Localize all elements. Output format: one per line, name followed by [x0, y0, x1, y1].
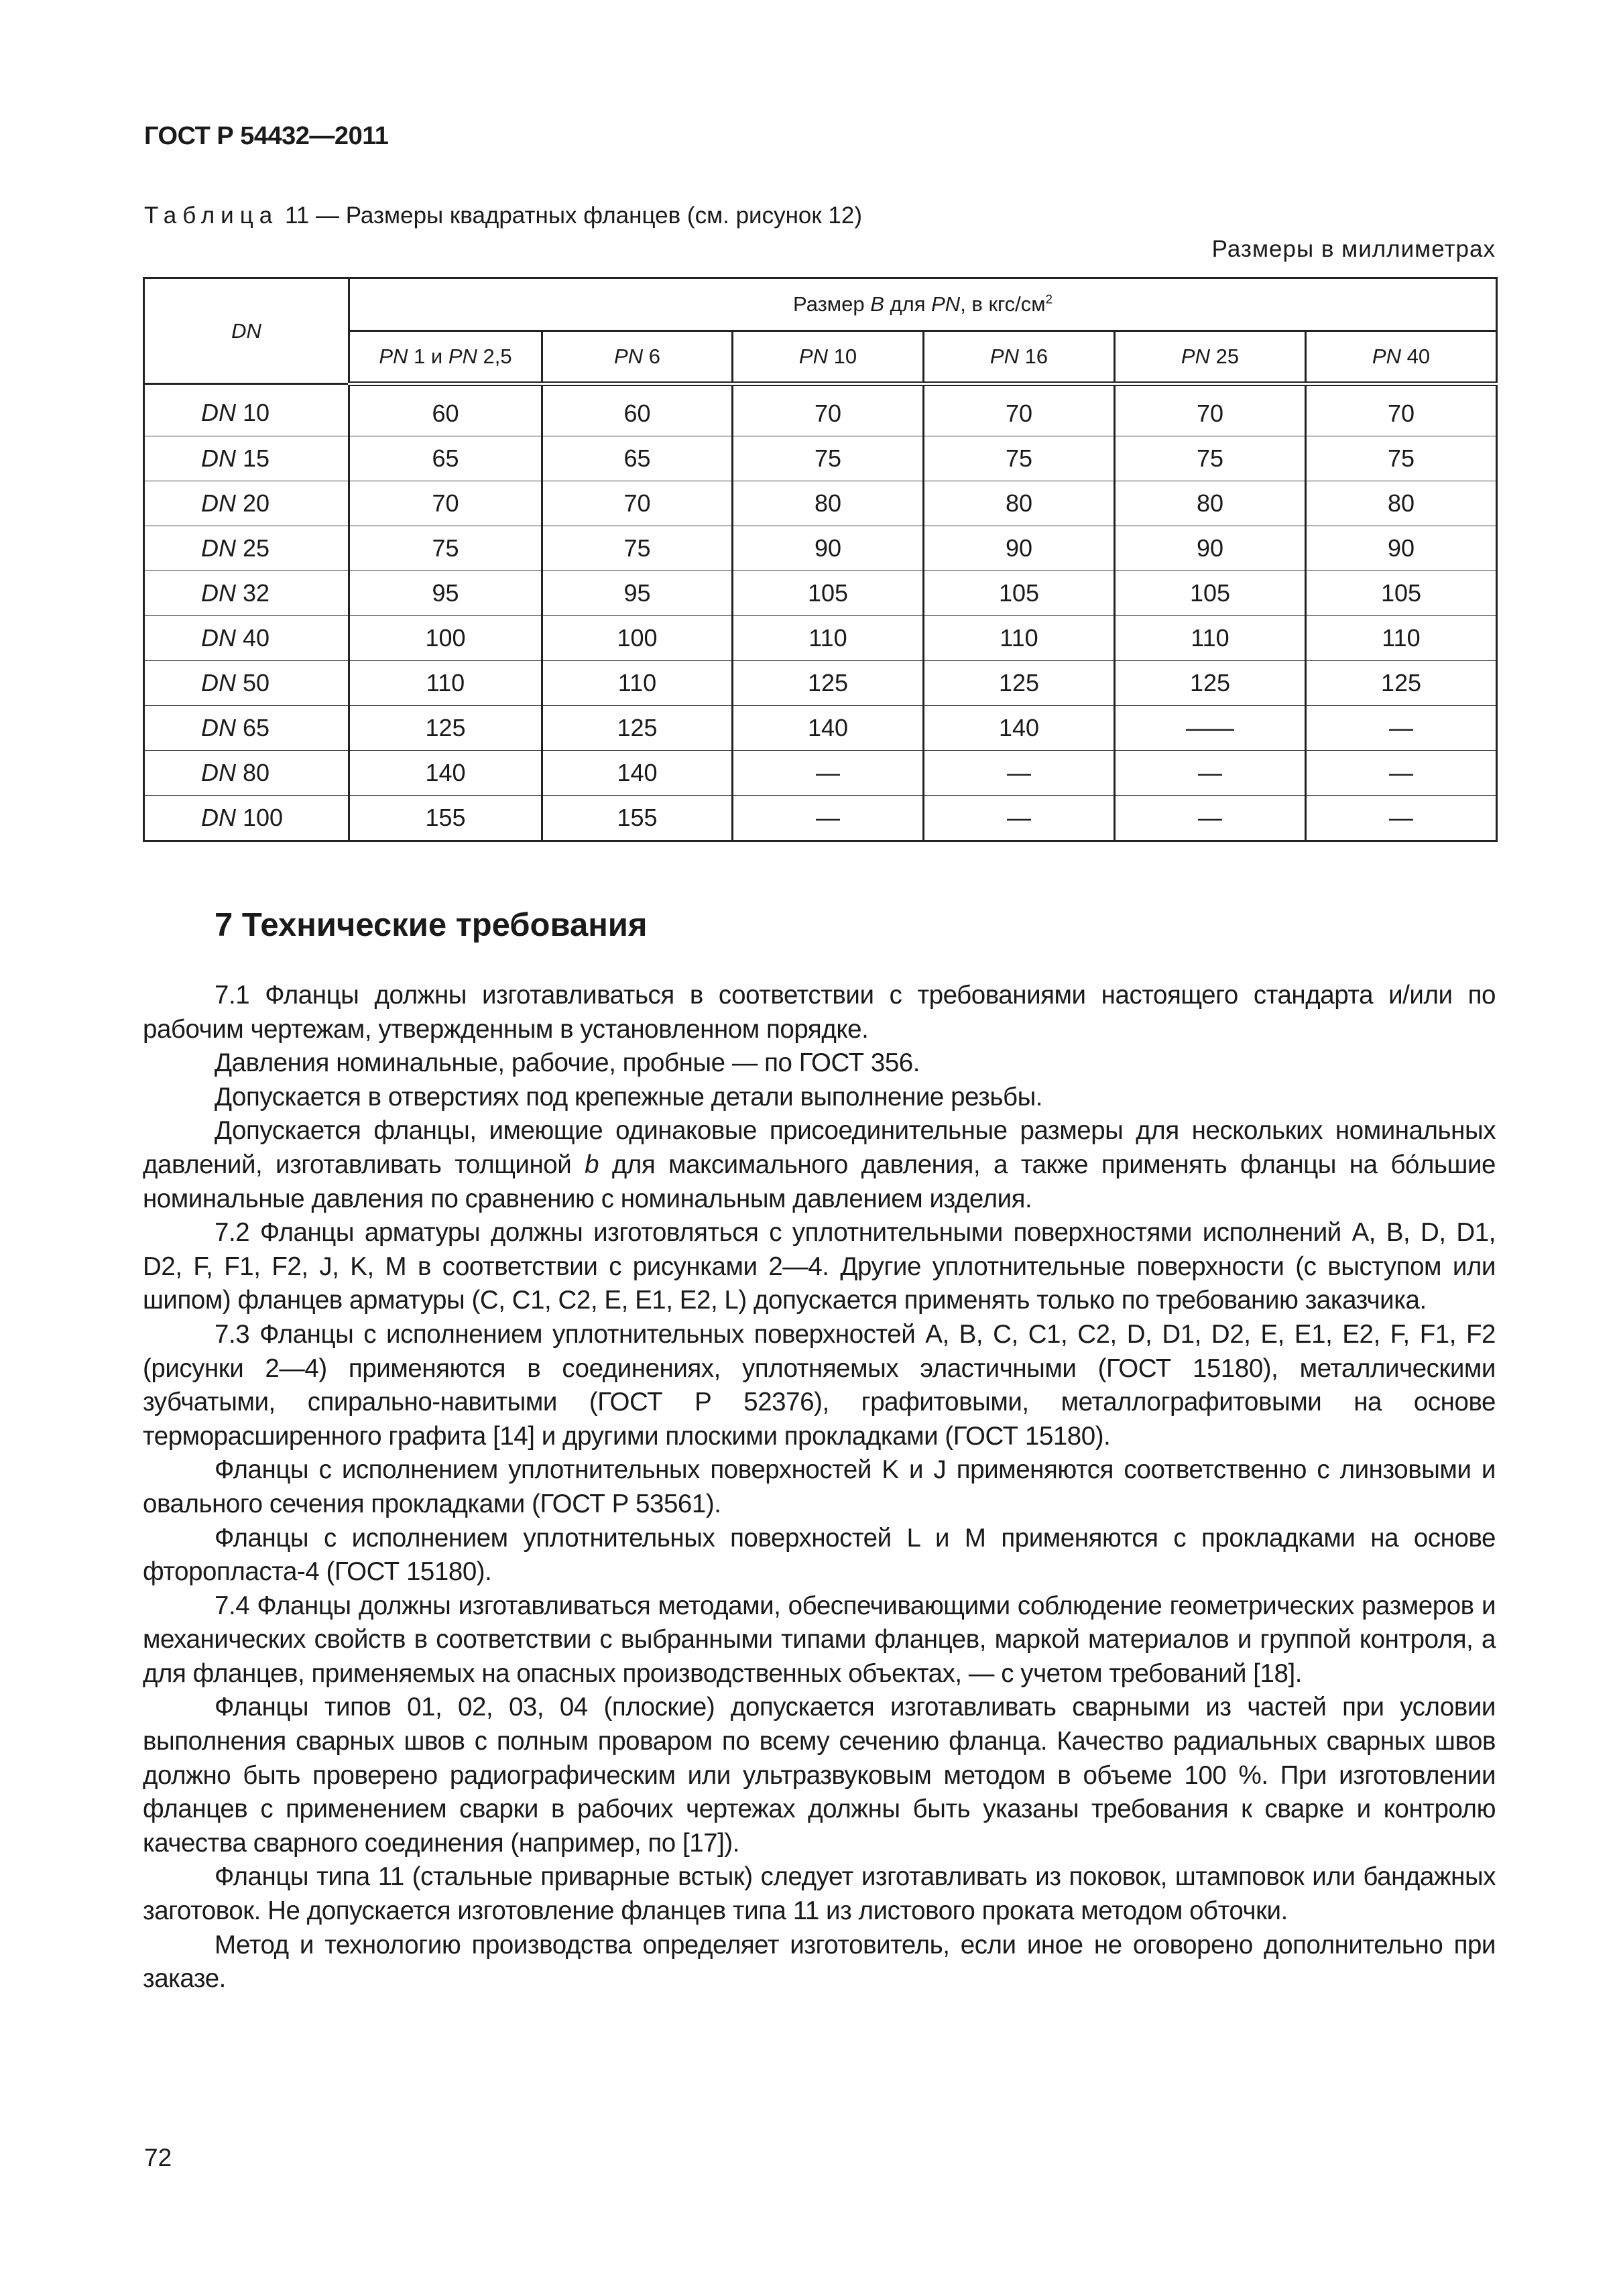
- paragraph: Фланцы с исполнением уплотнительных поверхностей K и J применяются соответственно с линзовыми и овального сечения прокладками (ГОСТ Р 53561).: [143, 1455, 1496, 1518]
- column-header-pn-16: PN 16: [924, 331, 1115, 384]
- table-cell: 105: [733, 571, 924, 616]
- paragraph: Фланцы с исполнением уплотнительных поверхностей L и M применяются с прокладками на основе фторопласта-4 (ГОСТ 15180).: [143, 1523, 1496, 1587]
- paragraph: Допускается в отверстиях под крепежные детали выполнение резьбы.: [215, 1082, 1043, 1111]
- table-row: [144, 571, 1497, 616]
- table-row: [144, 436, 1497, 481]
- column-group-header: Размер B для PN, в кгс/$см^2$: [349, 278, 1497, 331]
- table-cell: 70: [542, 481, 733, 526]
- paragraph: Допускается фланцы, имеющие одинаковые присоединительные размеры для нескольких номинальных давлений, изготавливать толщиной b для максимального давления, а также применять фланцы на бо́льшие номинальные давления по сравнению с номинальным давлением изделия.: [143, 1116, 1496, 1213]
- table-row: [144, 706, 1497, 751]
- table-row: [144, 526, 1497, 571]
- table-cell: 75: [924, 436, 1115, 481]
- column-header-pn-40: PN 40: [1306, 331, 1497, 384]
- table-cell: 110: [733, 616, 924, 661]
- table-cell: 70: [349, 481, 542, 526]
- table-cell: 125: [733, 661, 924, 706]
- row-label-dn: DN 32: [144, 571, 349, 616]
- table-cell: 80: [1115, 481, 1306, 526]
- table-cell: —: [1115, 751, 1306, 796]
- table-cell: 105: [924, 571, 1115, 616]
- paragraph: Фланцы типа 11 (стальные приварные встык) следует изготавливать из поковок, штамповок или бандажных заготовок. Не допускается изготовление фланцев типа 11 из листового проката методом обточки.: [143, 1862, 1496, 1926]
- table-cell: 60: [349, 384, 542, 436]
- column-header-pn-1-2-5: PN 1 и PN 2,5: [349, 331, 542, 384]
- table-cell: 110: [1306, 616, 1497, 661]
- row-label-dn: DN 10: [144, 384, 349, 436]
- table-cell: 140: [924, 706, 1115, 751]
- paragraph: Давления номинальные, рабочие, пробные — по ГОСТ 356.: [215, 1048, 920, 1078]
- table-cell: 100: [542, 616, 733, 661]
- table-cell: 105: [1306, 571, 1497, 616]
- table-cell: 65: [542, 436, 733, 481]
- table-cell: 110: [924, 616, 1115, 661]
- table-cell: 70: [1115, 384, 1306, 436]
- table-cell: 75: [1306, 436, 1497, 481]
- table-cell: 155: [542, 796, 733, 841]
- column-header-pn-25: PN 25: [1115, 331, 1306, 384]
- table-cell: ——: [1115, 706, 1306, 751]
- row-label-dn: DN 15: [144, 436, 349, 481]
- table-row: [144, 751, 1497, 796]
- table-cell: —: [1115, 796, 1306, 841]
- row-label-dn: DN 65: [144, 706, 349, 751]
- table-cell: 80: [1306, 481, 1497, 526]
- table-cell: 60: [542, 384, 733, 436]
- table-cell: —: [924, 796, 1115, 841]
- table-row: [144, 481, 1497, 526]
- table-cell: 155: [349, 796, 542, 841]
- row-label-dn: DN 50: [144, 661, 349, 706]
- table-cell: 75: [542, 526, 733, 571]
- row-label-dn: DN 20: [144, 481, 349, 526]
- table-row: [144, 796, 1497, 841]
- table-cell: 90: [924, 526, 1115, 571]
- table-cell: 95: [542, 571, 733, 616]
- paragraph: 7.4 Фланцы должны изготавливаться методами, обеспечивающими соблюдение геометрических размеров и механических свойств в соответствии с выбранными типами фланцев, маркой материалов и группой контроля, а для фланцев, применяемых на опасных производственных объектах, — с учетом требований [18].: [143, 1591, 1496, 1688]
- paragraph: 7.3 Фланцы с исполнением уплотнительных поверхностей A, B, C, C1, C2, D, D1, D2, E, E1, E2, F, F1, F2 (рисунки 2—4) применяются в соединениях, уплотняемых эластичными (ГОСТ 15180), металлическими зубчатыми, спирально-навитыми (ГОСТ Р 52376), графитовыми, металлографитовыми на основе терморасширенного графита [14] и другими плоскими прокладками (ГОСТ 15180).: [143, 1319, 1496, 1451]
- table-caption: [144, 202, 862, 229]
- table-cell: 70: [733, 384, 924, 436]
- table-cell: 90: [733, 526, 924, 571]
- page-number: 72: [144, 2144, 172, 2171]
- table-cell: 140: [542, 751, 733, 796]
- table-cell: 140: [349, 751, 542, 796]
- table-cell: 75: [1115, 436, 1306, 481]
- column-header-dn: DN: [144, 278, 349, 384]
- table-cell: —: [924, 751, 1115, 796]
- table-cell: —: [733, 751, 924, 796]
- table-row: [144, 616, 1497, 661]
- paragraph: Фланцы типов 01, 02, 03, 04 (плоские) допускается изготавливать сварными из частей при условии выполнения сварных швов с полным проваром по всему сечению фланца. Качество радиальных сварных швов должно быть проверено радиографическим или ультразвуковым методом в объеме 100 %. При изготовлении фланцев с применением сварки в рабочих чертежах должны быть указаны требования к сварке и контролю качества сварного соединения (например, по [17]).: [143, 1693, 1496, 1858]
- row-label-dn: DN 40: [144, 616, 349, 661]
- column-header-pn-10: PN 10: [733, 331, 924, 384]
- table-cell: 110: [349, 661, 542, 706]
- table-cell: 125: [542, 706, 733, 751]
- table-cell: 75: [349, 526, 542, 571]
- table-cell: 65: [349, 436, 542, 481]
- table-caption-label: Таблица: [144, 202, 279, 229]
- table-cell: 110: [542, 661, 733, 706]
- table-cell: 125: [1115, 661, 1306, 706]
- table-cell: 95: [349, 571, 542, 616]
- row-label-dn: DN 25: [144, 526, 349, 571]
- table-cell: 90: [1306, 526, 1497, 571]
- table-cell: 75: [733, 436, 924, 481]
- table-cell: —: [1306, 706, 1497, 751]
- paragraph: 7.2 Фланцы арматуры должны изготовляться с уплотнительными поверхностями исполнений А, В, D, D1, D2, F, F1, F2, J, K, M в соответствии с рисунками 2—4. Другие уплотнительные поверхности (с выступом или шипом) фланцев арматуры (C, C1, C2, E, E1, E2, L) допускается применять только по требованию заказчика.: [143, 1218, 1496, 1315]
- table-cell: 80: [924, 481, 1115, 526]
- section-body: [143, 979, 1496, 1996]
- table-cell: —: [733, 796, 924, 841]
- table-cell: 125: [1306, 661, 1497, 706]
- paragraph: Метод и технологию производства определяет изготовитель, если иное не оговорено дополнительно при заказе.: [143, 1930, 1496, 1994]
- row-label-dn: DN 100: [144, 796, 349, 841]
- table-cell: —: [1306, 751, 1497, 796]
- document-header: ГОСТ Р 54432—2011: [144, 122, 389, 150]
- table-row: [144, 384, 1497, 436]
- table-cell: —: [1306, 796, 1497, 841]
- table-caption-text: 11 — Размеры квадратных фланцев (см. рисунок 12): [284, 202, 863, 229]
- table-units-note: Размеры в миллиметрах: [1211, 236, 1496, 262]
- table-cell: 90: [1115, 526, 1306, 571]
- paragraph: 7.1 Фланцы должны изготавливаться в соответствии с требованиями настоящего стандарта и/или по рабочим чертежам, утвержденным в установленном порядке.: [143, 981, 1496, 1044]
- table-row: [144, 661, 1497, 706]
- row-label-dn: DN 80: [144, 751, 349, 796]
- table-cell: 125: [349, 706, 542, 751]
- table-cell: 110: [1115, 616, 1306, 661]
- table-cell: 100: [349, 616, 542, 661]
- table-cell: 125: [924, 661, 1115, 706]
- table-cell: 70: [924, 384, 1115, 436]
- table-cell: 80: [733, 481, 924, 526]
- section-title: 7 Технические требования: [215, 907, 648, 943]
- column-header-pn-6: PN 6: [542, 331, 733, 384]
- table-cell: 105: [1115, 571, 1306, 616]
- table-cell: 70: [1306, 384, 1497, 436]
- flange-size-table: [143, 277, 1498, 842]
- table-cell: 140: [733, 706, 924, 751]
